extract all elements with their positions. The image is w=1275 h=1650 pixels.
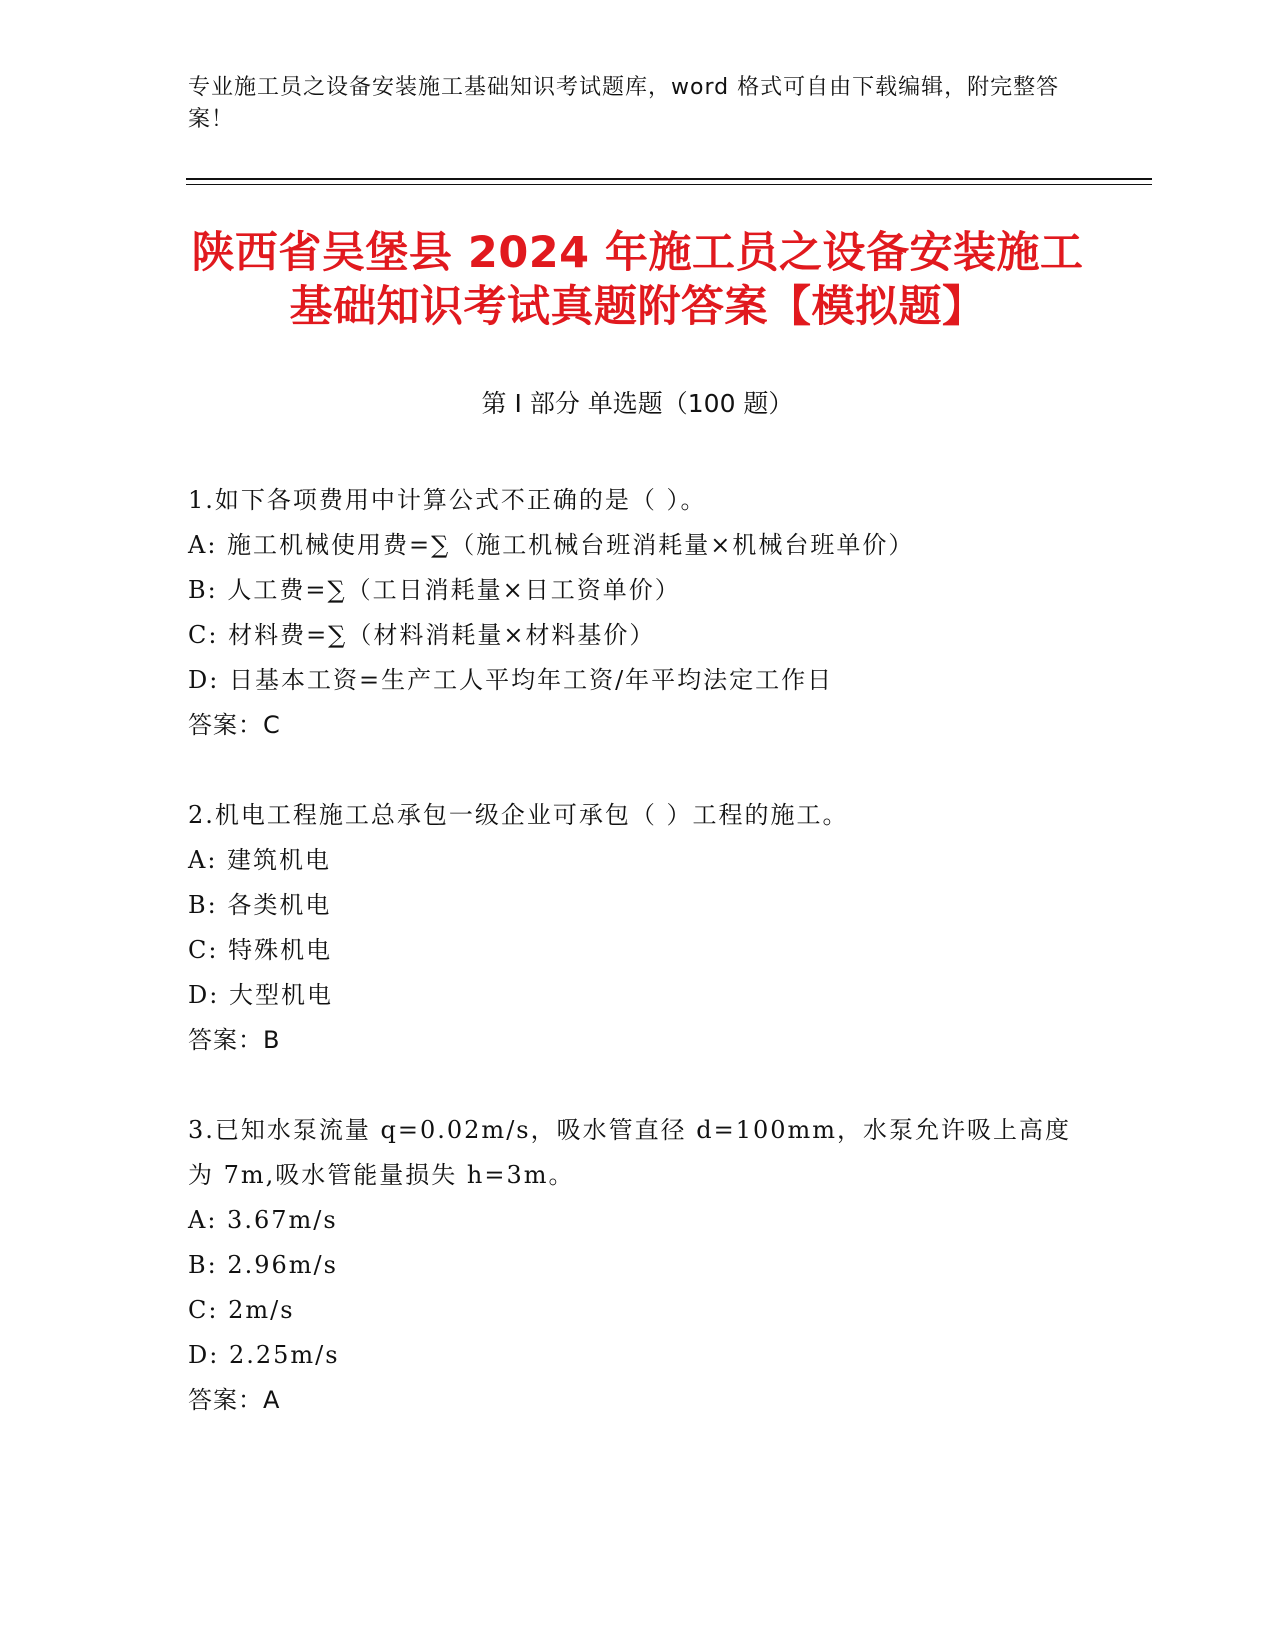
question-stem: 2.机电工程施工总承包一级企业可承包（ ）工程的施工。 bbox=[188, 801, 849, 829]
question-list bbox=[188, 478, 1088, 1468]
answer: 答案：A bbox=[188, 1386, 281, 1414]
question-stem: 3.已知水泵流量 q=0.02m/s，吸水管直径 d=100mm，水泵允许吸上高度为 7m,吸水管能量损失 h=3m。 bbox=[188, 1116, 1072, 1189]
option-d: D: 日基本工资=生产工人平均年工资/年平均法定工作日 bbox=[188, 666, 834, 694]
document-title-line-1: 陕西省吴堡县 2024 年施工员之设备安装施工 bbox=[191, 228, 1084, 278]
option-b: B: 各类机电 bbox=[188, 891, 332, 919]
option-b: B: 2.96m/s bbox=[188, 1251, 338, 1279]
option-d: D: 大型机电 bbox=[188, 981, 333, 1009]
answer: 答案：C bbox=[188, 711, 281, 739]
question-stem: 1.如下各项费用中计算公式不正确的是（ ）。 bbox=[188, 486, 707, 514]
document-title bbox=[150, 226, 1125, 334]
question-3 bbox=[188, 1108, 1088, 1423]
question-1 bbox=[188, 478, 1088, 748]
option-c: C: 2m/s bbox=[188, 1296, 295, 1324]
option-a: A: 施工机械使用费=∑（施工机械台班消耗量×机械台班单价） bbox=[188, 531, 915, 559]
option-c: C: 特殊机电 bbox=[188, 936, 333, 964]
answer: 答案：B bbox=[188, 1026, 281, 1054]
header-divider-thin bbox=[186, 184, 1152, 185]
section-title: 第 I 部分 单选题（100 题） bbox=[481, 389, 794, 418]
document-title-line-2: 基础知识考试真题附答案【模拟题】 bbox=[289, 282, 986, 332]
question-2 bbox=[188, 793, 1088, 1063]
header-note: 专业施工员之设备安装施工基础知识考试题库，word 格式可自由下载编辑，附完整答案！ bbox=[188, 75, 1060, 132]
option-c: C: 材料费=∑（材料消耗量×材料基价） bbox=[188, 621, 656, 649]
option-a: A: 3.67m/s bbox=[188, 1206, 338, 1234]
option-a: A: 建筑机电 bbox=[188, 846, 332, 874]
option-d: D: 2.25m/s bbox=[188, 1341, 340, 1369]
header-divider-thick bbox=[186, 178, 1152, 180]
option-b: B: 人工费=∑（工日消耗量×日工资单价） bbox=[188, 576, 681, 604]
